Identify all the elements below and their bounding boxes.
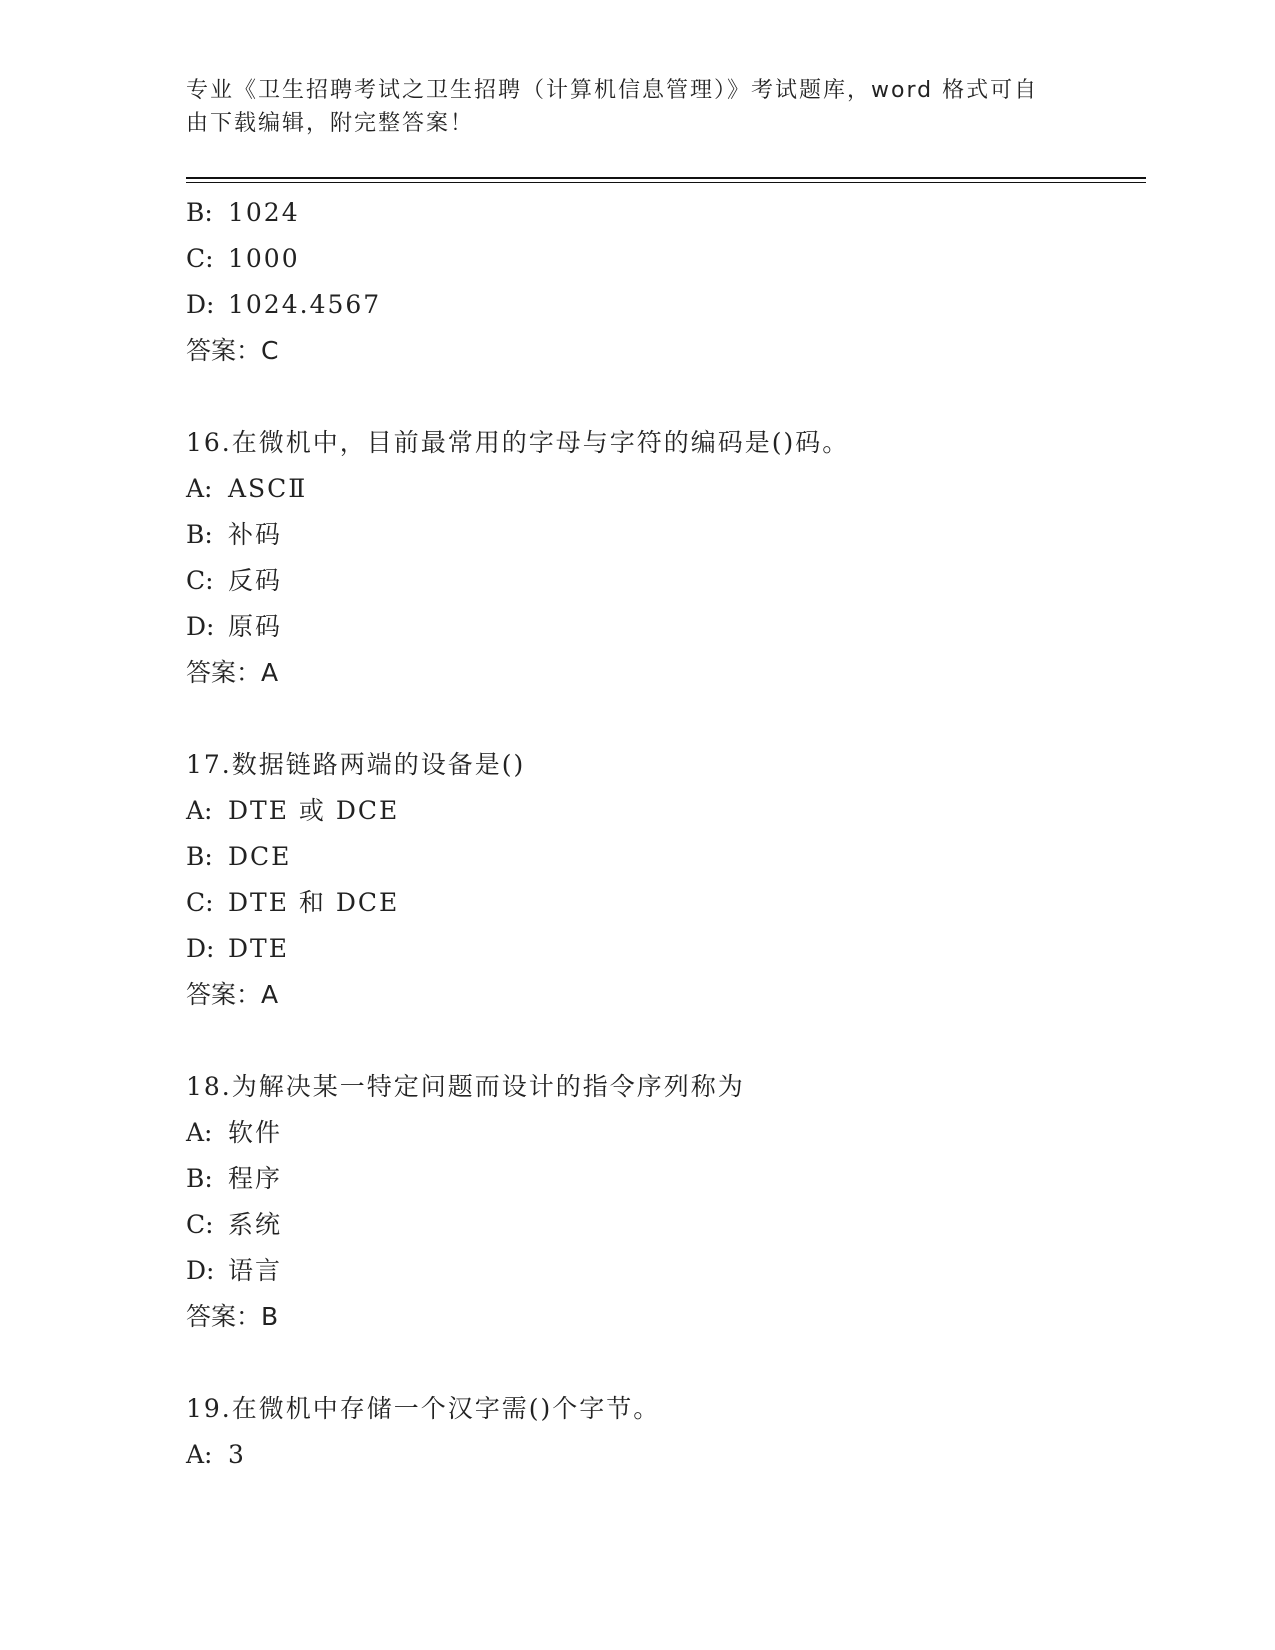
option-row bbox=[186, 926, 1146, 972]
option-text: ASCⅡ bbox=[228, 474, 308, 503]
option-label: C: bbox=[186, 888, 214, 917]
option-text: DTE bbox=[228, 934, 289, 963]
option-row bbox=[186, 880, 1146, 926]
option-row bbox=[186, 1432, 1146, 1478]
spacer bbox=[186, 1018, 1146, 1064]
option-text: DTE 和 DCE bbox=[228, 888, 400, 917]
answer-line: 答案：B bbox=[186, 1302, 279, 1331]
option-text: 1024 bbox=[228, 198, 300, 227]
option-label: A: bbox=[186, 474, 213, 503]
question-fragment bbox=[186, 190, 1146, 374]
header-divider-thick bbox=[186, 177, 1146, 179]
option-label: B: bbox=[186, 1164, 213, 1193]
answer-line: 答案：A bbox=[186, 980, 279, 1009]
option-label: A: bbox=[186, 1118, 213, 1147]
option-row bbox=[186, 190, 1146, 236]
option-text: DCE bbox=[228, 842, 292, 871]
option-label: D: bbox=[186, 612, 215, 641]
option-row bbox=[186, 466, 1146, 512]
option-row bbox=[186, 788, 1146, 834]
option-row bbox=[186, 1202, 1146, 1248]
option-label: D: bbox=[186, 290, 215, 319]
question-block bbox=[186, 1064, 1146, 1340]
question-block bbox=[186, 1386, 1146, 1478]
option-text: 系统 bbox=[228, 1210, 283, 1239]
spacer bbox=[186, 374, 1146, 420]
option-row bbox=[186, 558, 1146, 604]
question-block bbox=[186, 742, 1146, 1018]
option-label: B: bbox=[186, 198, 213, 227]
option-label: D: bbox=[186, 1256, 215, 1285]
option-text: 语言 bbox=[228, 1256, 283, 1285]
option-text: 3 bbox=[228, 1440, 246, 1469]
answer-line: 答案：C bbox=[186, 336, 279, 365]
question-title: 17.数据链路两端的设备是() bbox=[186, 750, 526, 779]
option-text: DTE 或 DCE bbox=[228, 796, 400, 825]
option-row bbox=[186, 604, 1146, 650]
option-label: B: bbox=[186, 842, 213, 871]
option-row bbox=[186, 282, 1146, 328]
option-text: 程序 bbox=[228, 1164, 283, 1193]
option-label: A: bbox=[186, 1440, 213, 1469]
header-line-1: 专业《卫生招聘考试之卫生招聘（计算机信息管理）》考试题库，word 格式可自 bbox=[186, 78, 1039, 103]
option-row bbox=[186, 512, 1146, 558]
option-row bbox=[186, 1248, 1146, 1294]
option-text: 原码 bbox=[228, 612, 283, 641]
option-text: 1000 bbox=[228, 244, 300, 273]
document-header bbox=[186, 74, 1066, 140]
option-row bbox=[186, 1110, 1146, 1156]
option-row bbox=[186, 1156, 1146, 1202]
option-text: 1024.4567 bbox=[228, 290, 382, 319]
question-list bbox=[186, 190, 1146, 1478]
question-block bbox=[186, 420, 1146, 696]
header-divider-thin bbox=[186, 182, 1146, 183]
header-line-2: 由下载编辑，附完整答案！ bbox=[186, 111, 475, 136]
spacer bbox=[186, 1340, 1146, 1386]
spacer bbox=[186, 696, 1146, 742]
question-title: 16.在微机中，目前最常用的字母与字符的编码是()码。 bbox=[186, 428, 850, 457]
option-text: 反码 bbox=[228, 566, 283, 595]
option-label: A: bbox=[186, 796, 213, 825]
question-title: 18.为解决某一特定问题而设计的指令序列称为 bbox=[186, 1072, 745, 1101]
option-text: 补码 bbox=[228, 520, 283, 549]
option-label: C: bbox=[186, 1210, 214, 1239]
option-label: C: bbox=[186, 244, 214, 273]
answer-line: 答案：A bbox=[186, 658, 279, 687]
question-title: 19.在微机中存储一个汉字需()个字节。 bbox=[186, 1394, 661, 1423]
option-text: 软件 bbox=[228, 1118, 283, 1147]
option-label: D: bbox=[186, 934, 215, 963]
option-label: C: bbox=[186, 566, 214, 595]
option-label: B: bbox=[186, 520, 213, 549]
option-row bbox=[186, 834, 1146, 880]
option-row bbox=[186, 236, 1146, 282]
